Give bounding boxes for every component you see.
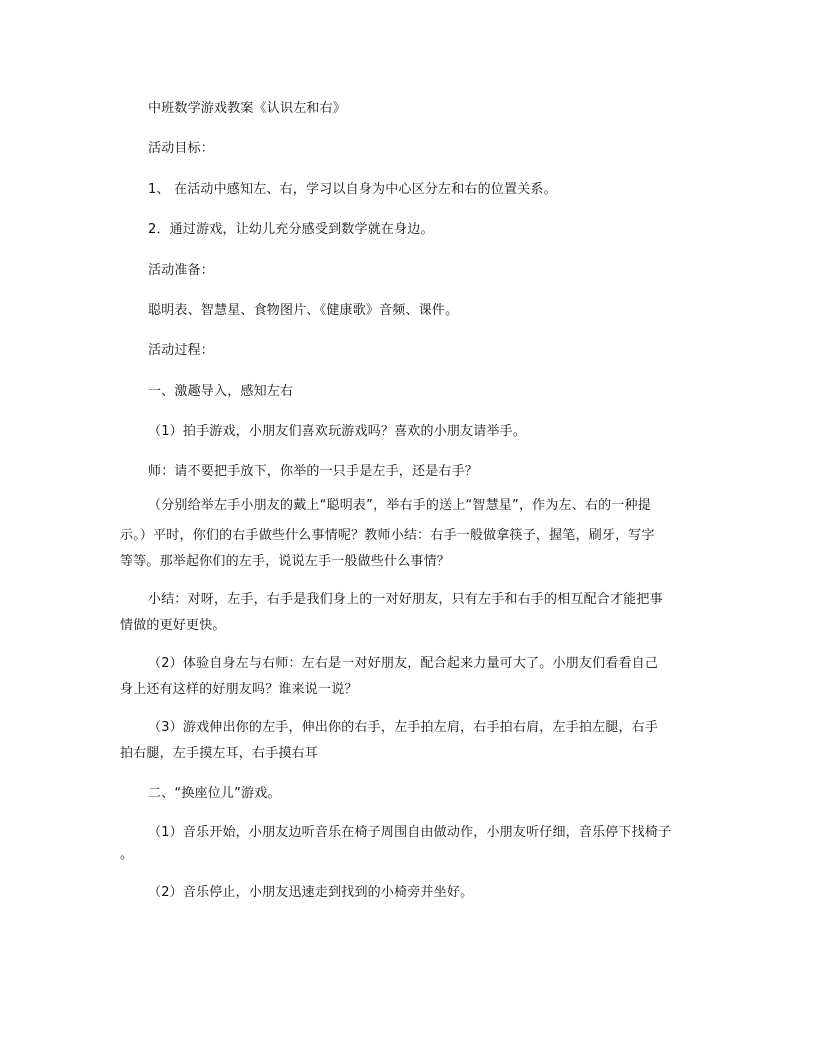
step-2-1-line: 。	[120, 847, 134, 862]
step-1-2-line: 身上还有这样的好朋友吗？谁来说一说？	[120, 682, 358, 697]
prep-text: 聪明表、智慧星、食物图片、《健康歌》音频、课件。	[148, 303, 459, 318]
step-1-1: （1）拍手游戏，小朋友们喜欢玩游戏吗？喜欢的小朋友请举手。	[148, 424, 527, 439]
step-1-3-line: （3）游戏伸出你的左手，伸出你的右手，左手拍左肩，右手拍右肩，左手拍左腿，右手	[148, 720, 659, 735]
summary-line: 情做的更好更快。	[120, 618, 226, 633]
paragraph-line: 示。）平时，你们的右手做些什么事情呢？教师小结：右手一般做拿筷子，握笔，刷牙，写字	[120, 528, 655, 543]
section-2-heading: 二、“换座位儿”游戏。	[148, 786, 281, 801]
teacher-question: 师：请不要把手放下，你举的一只手是左手，还是右手？	[148, 464, 479, 479]
step-1-3-line: 拍右腿，左手摸左耳，右手摸右耳	[120, 746, 319, 761]
summary-line: 小结：对呀，左手，右手是我们身上的一对好朋友，只有左手和右手的相互配合才能把事	[148, 592, 663, 607]
step-2-2: （2）音乐停止，小朋友迅速走到找到的小椅旁并坐好。	[148, 885, 474, 900]
step-2-1-line: （1）音乐开始，小朋友边听音乐在椅子周围自由做动作，小朋友听仔细，音乐停下找椅子	[148, 825, 672, 840]
goal-item-2: 2．通过游戏，让幼儿充分感受到数学就在身边。	[148, 222, 434, 237]
paragraph-line: （分别给举左手小朋友的戴上“聪明表”，举右手的送上“智慧星”，作为左、右的一种提	[148, 498, 651, 513]
paragraph-line: 等等。那举起你们的左手，说说左手一般做些什么事情？	[120, 554, 451, 569]
step-1-2-line: （2）体验自身左与右师：左右是一对好朋友，配合起来力量可大了。小朋友们看看自己	[148, 656, 659, 671]
section-1-heading: 一、激趣导入，感知左右	[148, 384, 294, 399]
prep-heading: 活动准备：	[148, 263, 215, 278]
goal-heading: 活动目标：	[148, 141, 215, 156]
goal-item-1: 1、 在活动中感知左、右，学习以自身为中心区分左和右的位置关系。	[148, 182, 557, 197]
document-title: 中班数学游戏教案《认识左和右》	[148, 101, 347, 116]
process-heading: 活动过程：	[148, 343, 215, 358]
